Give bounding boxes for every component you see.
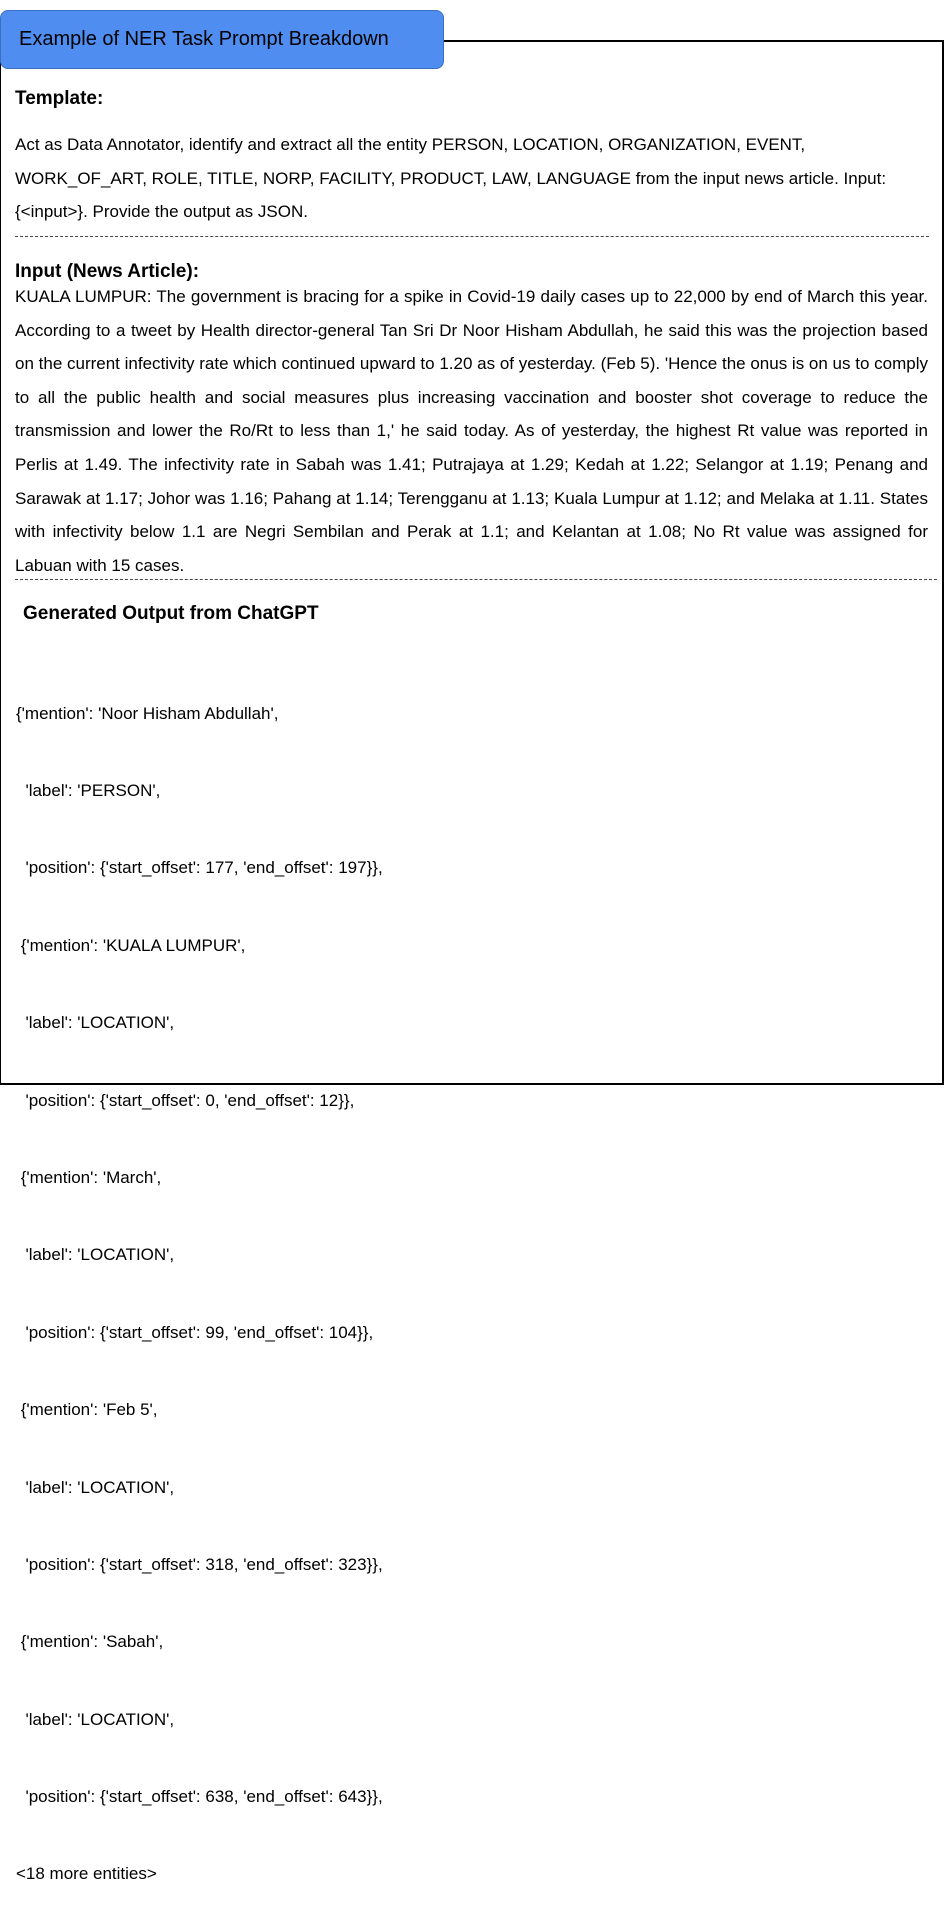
output-line: 'position': {'start_offset': 0, 'end_offset': 12}}, (16, 1090, 355, 1110)
output-line: 'position': {'start_offset': 99, 'end_offset': 104}}, (16, 1322, 374, 1342)
output-line: 'label': 'LOCATION', (16, 1477, 175, 1497)
divider-1 (15, 236, 929, 237)
template-text: Act as Data Annotator, identify and extract all the entity PERSON, LOCATION, ORGANIZATION, EVENT, WORK_OF_ART, ROLE, TITLE, NORP, FACILITY, PRODUCT, LAW, LANGUAGE from the input news article. Input: {<input>}. Provide the output as JSON. (15, 135, 887, 222)
divider-2 (15, 579, 937, 580)
output-line: {'mention': 'Noor Hisham Abdullah', (16, 703, 279, 723)
template-heading: Template: (15, 88, 104, 109)
output-heading: Generated Output from ChatGPT (23, 603, 319, 624)
output-line: {'mention': 'Sabah', (16, 1632, 164, 1652)
output-line: {'mention': 'Feb 5', (16, 1400, 158, 1420)
output-json (16, 649, 383, 1913)
page-title: Example of NER Task Prompt Breakdown (19, 28, 389, 50)
title-tab (0, 10, 444, 69)
input-heading: Input (News Article): (15, 261, 200, 282)
output-line: 'label': 'PERSON', (16, 780, 161, 800)
output-line: 'position': {'start_offset': 638, 'end_offset': 643}}, (16, 1787, 383, 1807)
output-line: {'mention': 'KUALA LUMPUR', (16, 935, 246, 955)
input-article-text: KUALA LUMPUR: The government is bracing for a spike in Covid-19 daily cases up to 22,000 by end of March this year. According to a tweet by Health director-general Tan Sri Dr Noor Hisham Abdullah, he said this was the projection based on the current infectivity rate which continued upward to 1.20 as of yesterday. (Feb 5). 'Hence the onus is on us to comply to all the public health and social measures plus increasing vaccination and booster shot coverage to reduce the transmission and lower the Ro/Rt to less than 1,' he said today. As of yesterday, the highest Rt value was reported in Perlis at 1.49. The infectivity rate in Sabah was 1.41; Putrajaya at 1.29; Kedah at 1.22; Selangor at 1.19; Penang and Sarawak at 1.17; Johor was 1.16; Pahang at 1.14; Terengganu at 1.13; Kuala Lumpur at 1.12; and Melaka at 1.11. States with infectivity below 1.1 are Negri Sembilan and Perak at 1.1; and Kelantan at 1.08; No Rt value was assigned for Labuan with 15 cases. (15, 287, 928, 575)
output-line: {'mention': 'March', (16, 1167, 162, 1187)
output-line: 'position': {'start_offset': 318, 'end_offset': 323}}, (16, 1554, 383, 1574)
output-more-entities: <18 more entities> (16, 1864, 157, 1884)
output-line: 'label': 'LOCATION', (16, 1245, 175, 1265)
output-line: 'position': {'start_offset': 177, 'end_offset': 197}}, (16, 858, 383, 878)
output-line: 'label': 'LOCATION', (16, 1013, 175, 1033)
output-line: 'label': 'LOCATION', (16, 1709, 175, 1729)
